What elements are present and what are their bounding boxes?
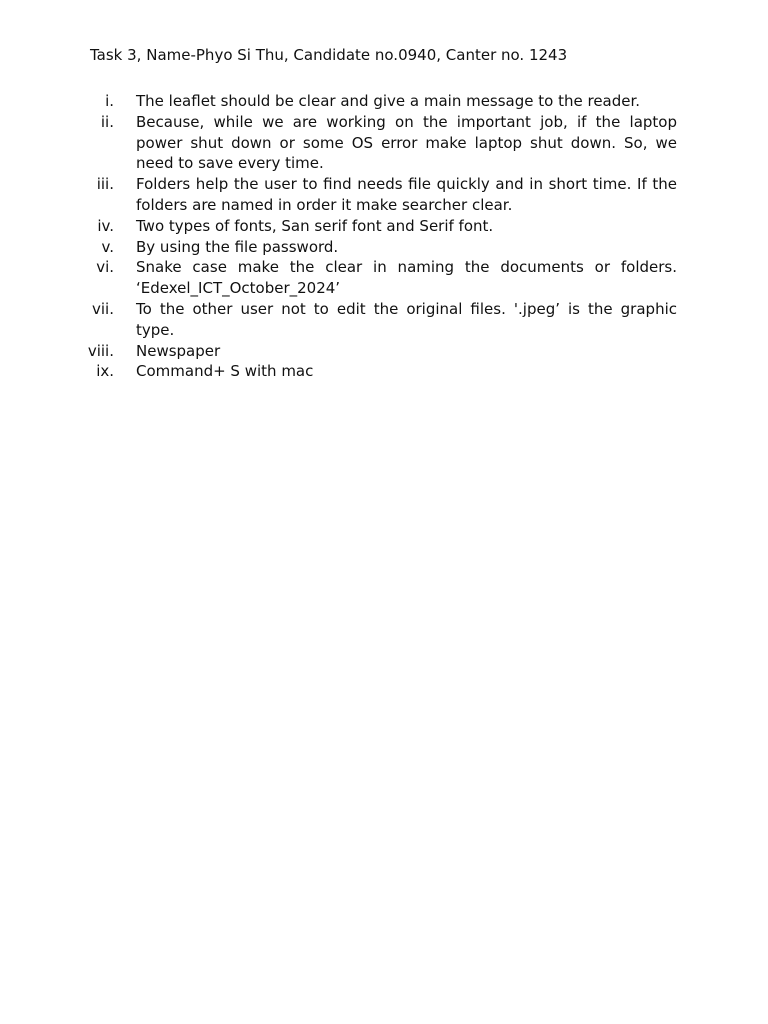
list-item [70,112,677,174]
list-item [70,174,677,216]
item-text: Two types of fonts, San serif font and Serif font. [136,216,494,235]
item-number: vii. [92,299,114,318]
item-text: By using the file password. [136,237,339,256]
item-number: iv. [97,216,114,235]
item-number: vi. [96,258,114,277]
list-item [70,257,677,299]
item-number: iii. [96,175,114,194]
list-item [70,91,677,112]
document-header: Task 3, Name-Phyo Si Thu, Candidate no.0940, Canter no. 1243 [90,46,568,64]
list-item [70,237,677,258]
item-text: Command+ S with mac [136,362,314,381]
item-text: To the other user not to edit the original files. '.jpeg’ is the graphic type. [136,299,677,339]
answer-list [70,91,677,382]
item-text: Snake case make the clear in naming the documents or folders. ‘Edexel_ICT_October_2024’ [136,258,677,298]
list-item [70,361,677,382]
item-number: i. [105,92,114,110]
item-number: ix. [96,362,114,381]
item-number: viii. [87,341,114,360]
item-text: Newspaper [136,341,221,360]
list-item [70,216,677,237]
list-item [70,299,677,341]
item-text: The leaflet should be clear and give a main message to the reader. [136,92,641,110]
item-text: Folders help the user to find needs file quickly and in short time. If the folders are named in order it make searcher clear. [136,175,677,214]
item-number: v. [101,237,114,256]
item-text: Because, while we are working on the important job, if the laptop power shut down or some OS error make laptop shut down. So, we need to save every time. [136,112,677,173]
item-number: ii. [100,112,114,131]
list-item [70,341,677,362]
